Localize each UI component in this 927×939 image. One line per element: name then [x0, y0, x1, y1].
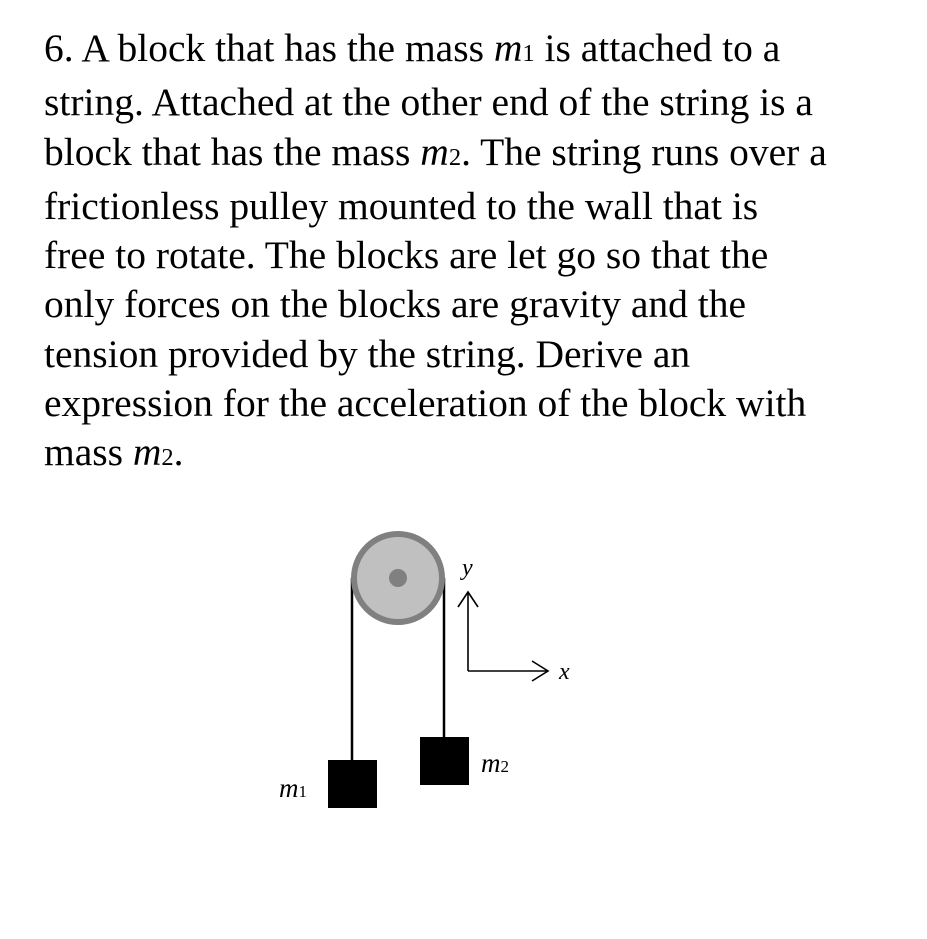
mass-symbol-m1: m1	[493, 26, 535, 70]
problem-line-9: mass m2.	[44, 430, 184, 475]
problem-line-7: tension provided by the string. Derive an	[44, 331, 691, 376]
problem-line-4: frictionless pulley mounted to the wall that is	[44, 183, 759, 228]
problem-line-2: string. Attached at the other end of the string is a	[44, 80, 813, 125]
problem-line-3: block that has the mass m2. The string runs over a	[44, 129, 827, 174]
x-axis-label: x	[559, 659, 570, 685]
pulley-axle	[389, 569, 407, 587]
problem-line-6: only forces on the blocks are gravity and the	[44, 282, 746, 327]
y-axis-label: y	[462, 555, 473, 581]
problem-line-5: free to rotate. The blocks are let go so that the	[44, 233, 769, 278]
block-m2-label: m2	[481, 748, 509, 778]
mass-symbol-m2: m2	[420, 129, 462, 174]
mass-symbol-m2-final: m2	[132, 430, 174, 475]
problem-line-1: 6. A block that has the mass m1 is attached to a	[44, 26, 781, 70]
coordinate-axes	[458, 592, 548, 681]
problem-number: 6.	[44, 26, 74, 70]
block-m1-label: m1	[279, 773, 307, 803]
block-m2	[420, 737, 469, 785]
block-m1	[328, 760, 377, 808]
problem-line-8: expression for the acceleration of the block with	[44, 381, 807, 426]
